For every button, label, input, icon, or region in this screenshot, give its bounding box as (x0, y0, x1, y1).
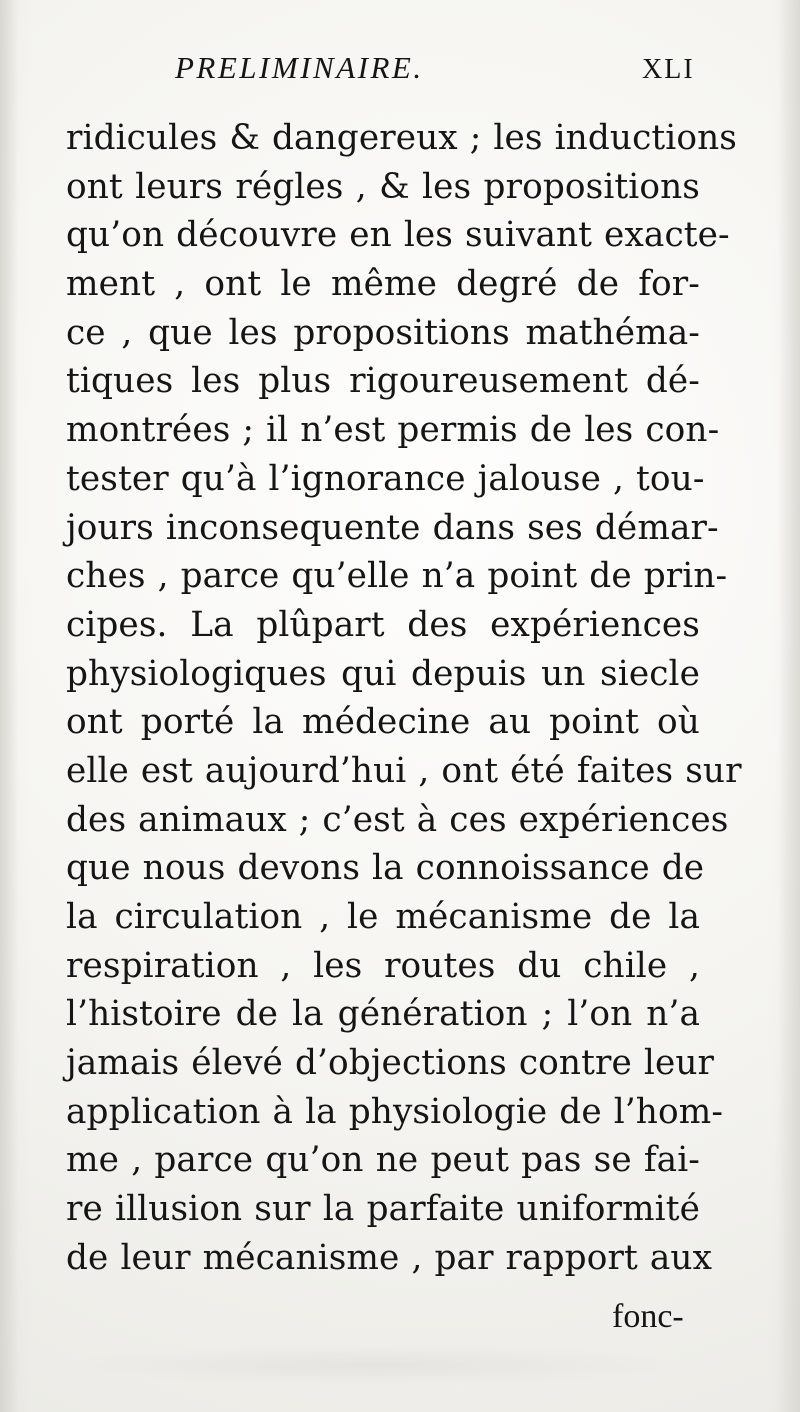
text-line: cipes. La plûpart des expériences (66, 604, 700, 645)
text-line: jamais élevé d’objections contre leur (66, 1043, 715, 1084)
running-title: PRELIMINAIRE. (175, 50, 424, 85)
text-line: de leur mécanisme , par rapport aux (66, 1237, 713, 1278)
text-line: qu’on découvre en les suivant exacte- (66, 215, 730, 256)
text-line: jours inconsequente dans ses démar- (66, 507, 719, 548)
text-line: ont leurs régles , & les propositions (66, 166, 700, 207)
page-left-shadow (0, 0, 18, 1412)
text-line: ridicules & dangereux ; les inductions (66, 118, 737, 158)
text-line: l’histoire de la génération ; l’on n’a (66, 994, 700, 1035)
text-line: elle est aujourd’hui , ont été faites sur (66, 750, 742, 791)
text-line: physiologiques qui depuis un siecle (66, 653, 700, 694)
text-line: montrées ; il n’est permis de les con- (66, 410, 720, 451)
text-line: des animaux ; c’est à ces expériences (66, 799, 729, 840)
text-line: tiques les plus rigoureusement dé- (66, 361, 700, 402)
text-line: application à la physiologie de l’hom- (66, 1091, 724, 1132)
catchword: fonc- (612, 1298, 684, 1335)
page-header (0, 44, 800, 100)
text-line: re illusion sur la parfaite uniformité (66, 1189, 700, 1230)
text-line: tester qu’à l’ignorance jalouse , tou- (66, 458, 705, 499)
text-line: ches , parce qu’elle n’a point de prin- (66, 556, 728, 597)
text-line: la circulation , le mécanisme de la (66, 897, 700, 937)
page-right-shadow (778, 0, 800, 1412)
faint-show-through (70, 1345, 680, 1385)
text-line: respiration , les routes du chile , (66, 945, 700, 986)
text-line: ont porté la médecine au point où (66, 702, 700, 743)
text-line: ce , que les propositions mathéma- (66, 312, 700, 353)
page-number: XLI (642, 54, 695, 85)
body-text (66, 114, 742, 1283)
text-line: que nous devons la connoissance de (66, 848, 705, 889)
text-line: ment , ont le même degré de for- (66, 264, 700, 305)
text-line: me , parce qu’on ne peut pas se fai- (66, 1140, 700, 1181)
